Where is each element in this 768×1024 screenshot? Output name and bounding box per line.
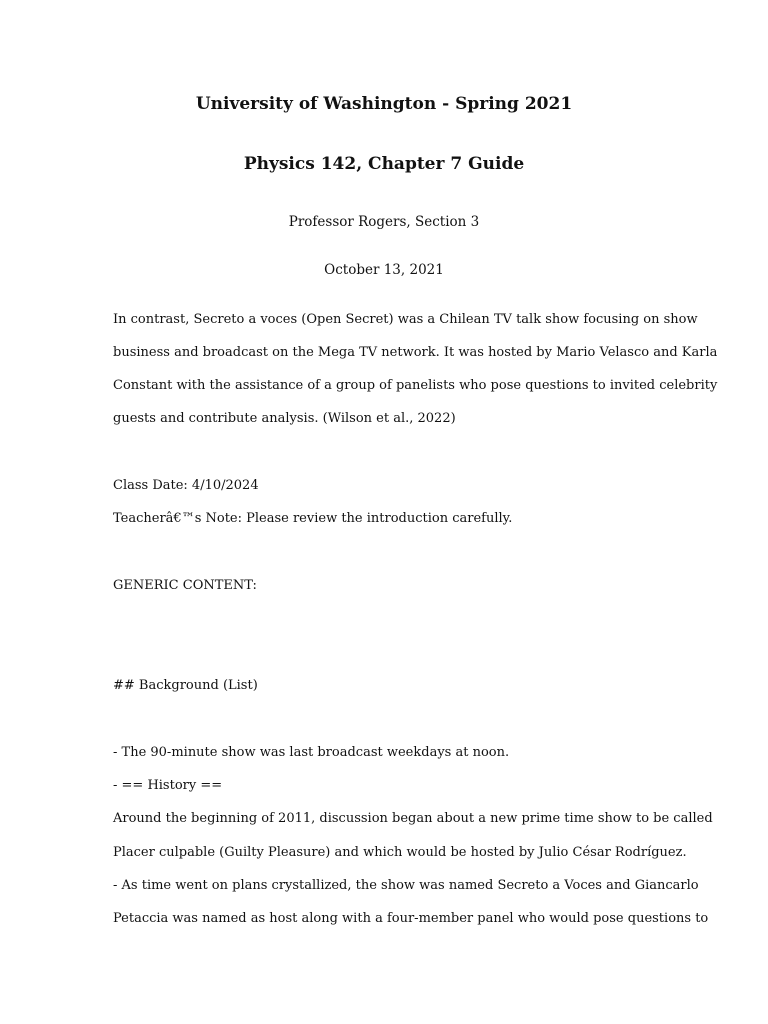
university-heading: University of Washington - Spring 2021 [195, 94, 573, 114]
professor-line: Professor Rogers, Section 3 [288, 214, 480, 230]
generic-content-label: GENERIC CONTENT: [113, 578, 257, 593]
paragraph-line: guests and contribute analysis. (Wilson et al., 2022) [113, 411, 456, 426]
teacher-note: Teacherâ€™s Note: Please review the introduction carefully. [113, 511, 513, 526]
date-line: October 13, 2021 [324, 262, 444, 278]
background-heading: ## Background (List) [113, 678, 258, 693]
paragraph-line: business and broadcast on the Mega TV network. It was hosted by Mario Velasco and Karla [113, 345, 718, 360]
paragraph-line: Constant with the assistance of a group of panelists who pose questions to invited celebrity [113, 378, 718, 393]
page-title: Physics 142, Chapter 7 Guide [243, 154, 525, 174]
list-item: - As time went on plans crystallized, the show was named Secreto a Voces and Giancarlo [113, 878, 699, 893]
list-item: - The 90-minute show was last broadcast weekdays at noon. [113, 745, 510, 760]
list-item: Petaccia was named as host along with a four-member panel who would pose questions to [113, 911, 709, 926]
list-item: Placer culpable (Guilty Pleasure) and which would be hosted by Julio César Rodríguez. [113, 845, 687, 860]
class-date: Class Date: 4/10/2024 [113, 478, 259, 493]
paragraph-line: In contrast, Secreto a voces (Open Secret) was a Chilean TV talk show focusing on show [113, 312, 698, 327]
list-item: Around the beginning of 2011, discussion began about a new prime time show to be called [113, 811, 713, 826]
list-item: - == History == [113, 778, 223, 793]
